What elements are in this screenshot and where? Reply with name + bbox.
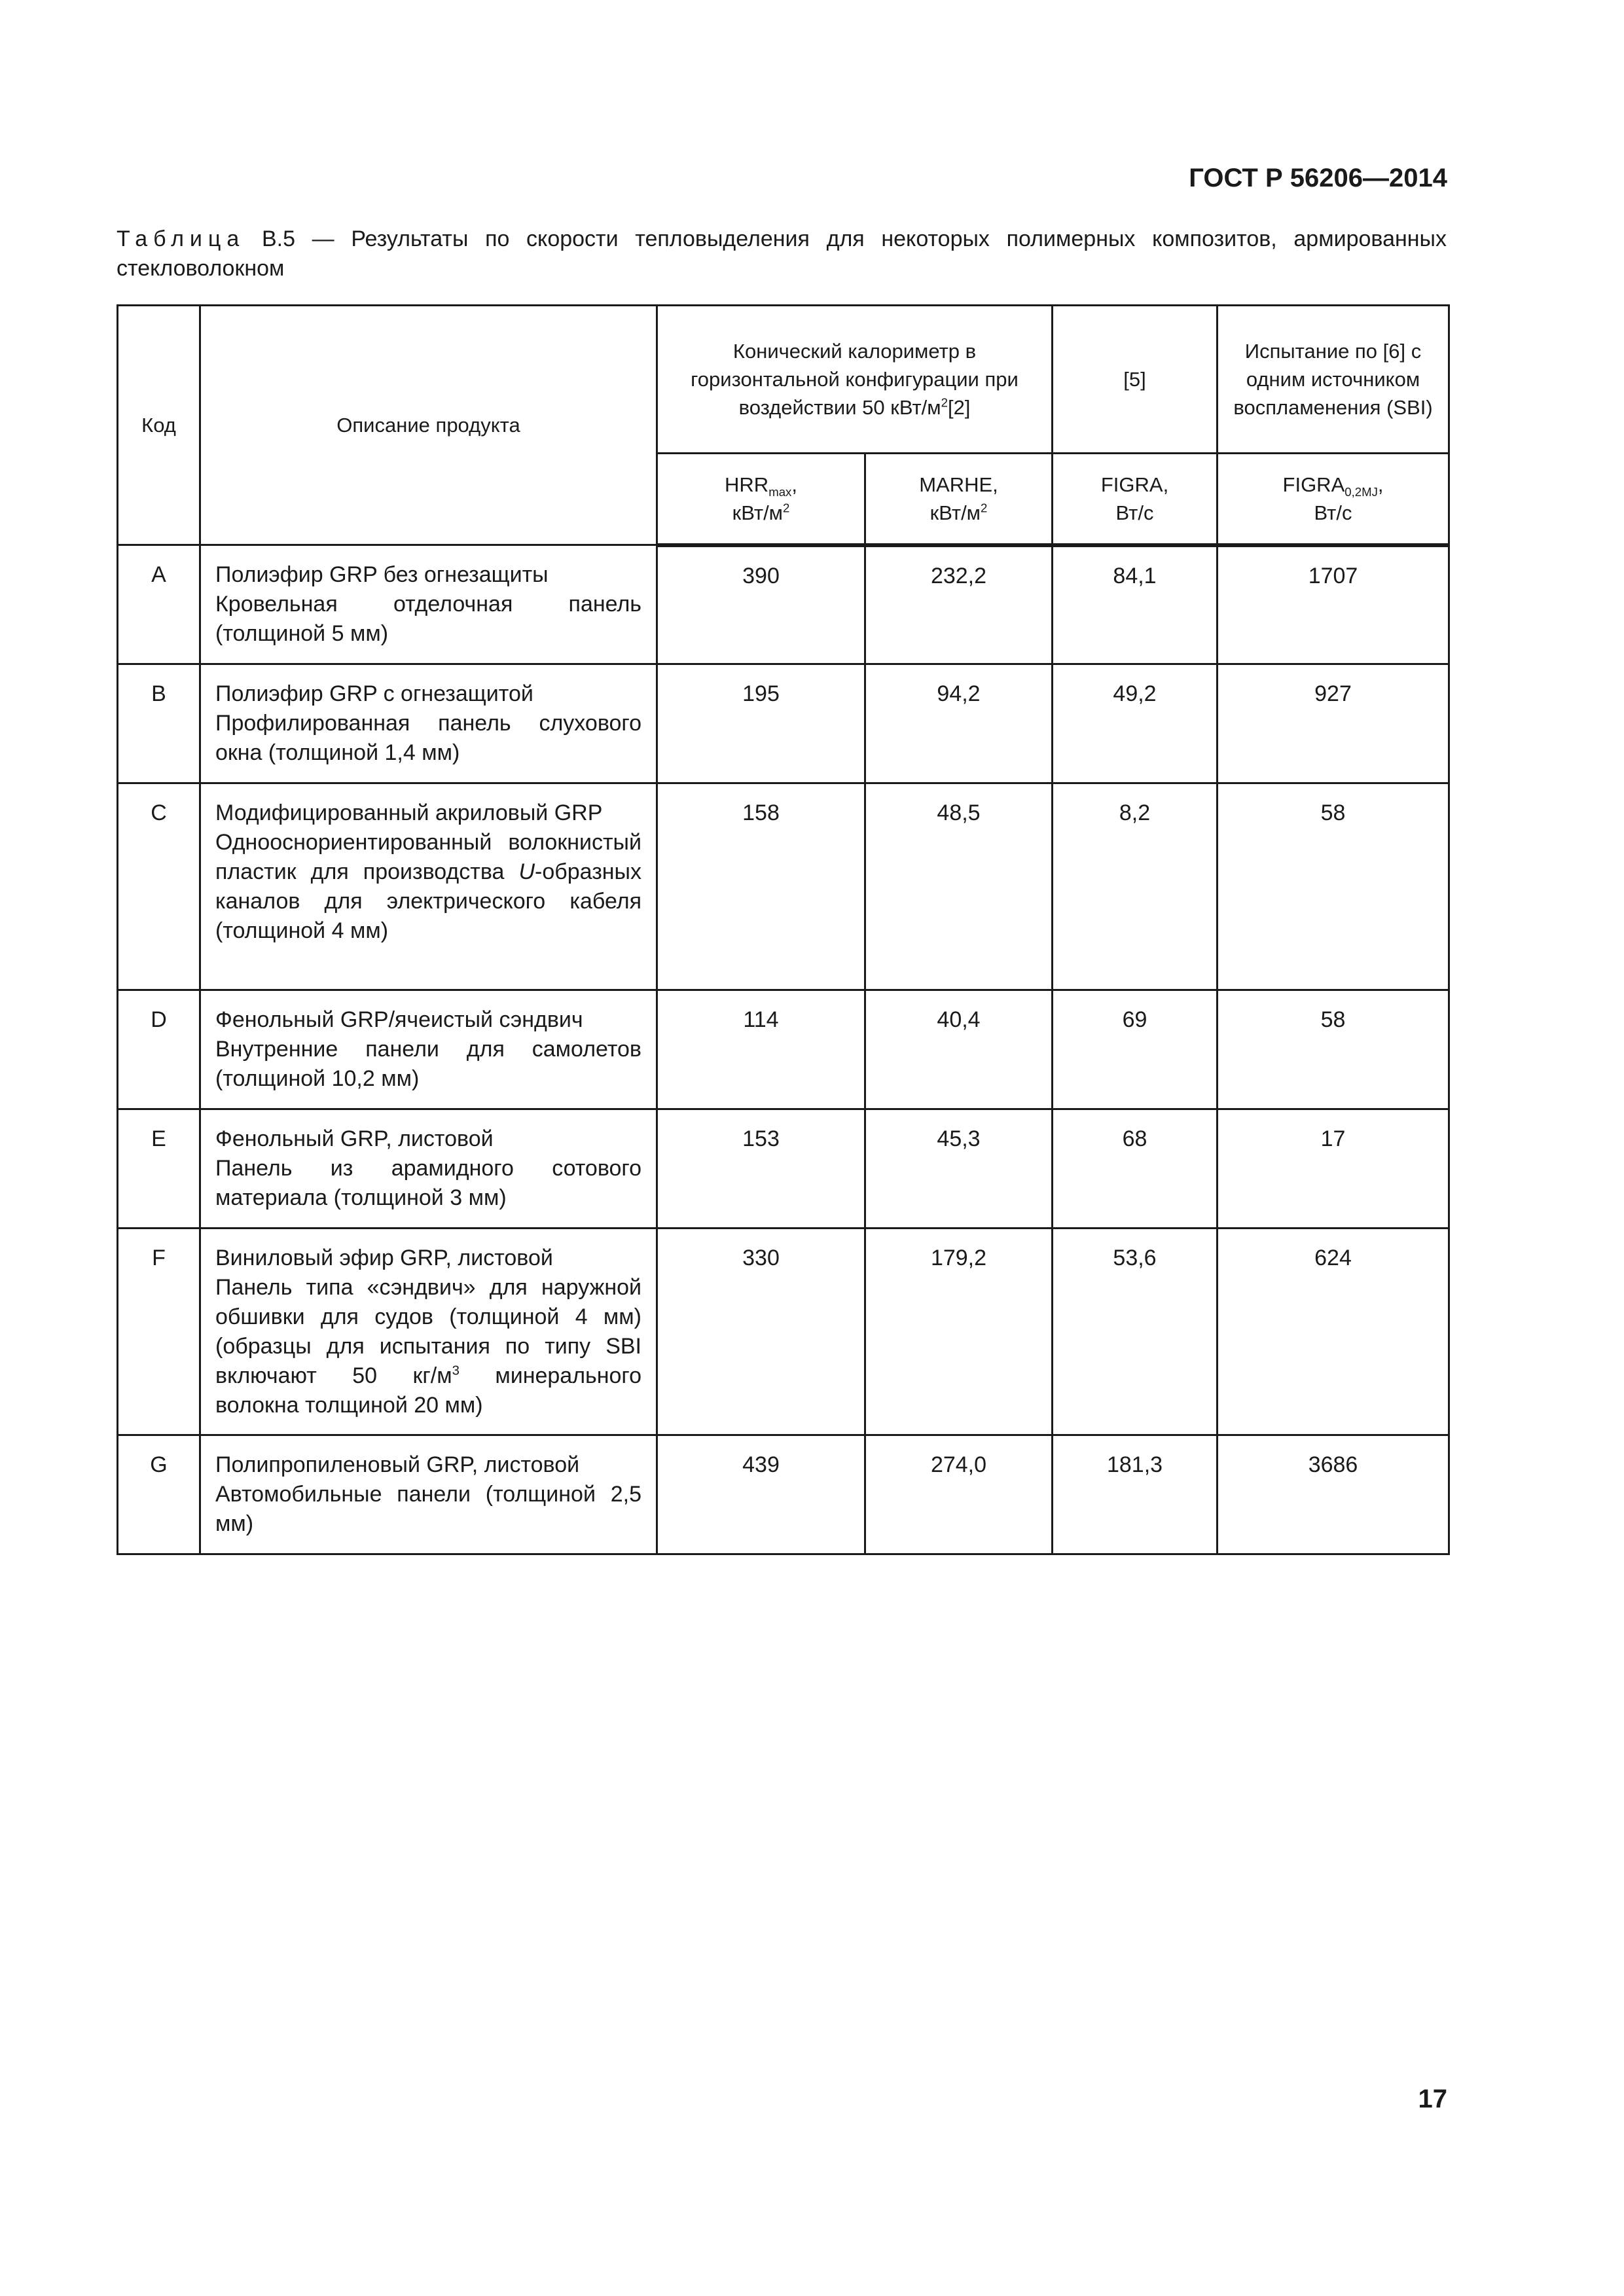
table-row <box>118 664 1449 783</box>
header-ref5: [5] <box>1053 306 1218 454</box>
row-figra: 68 <box>1053 1109 1218 1229</box>
product-name: Виниловый эфир GRP, листовой <box>215 1246 553 1270</box>
table-row <box>118 1229 1449 1435</box>
row-hrr: 158 <box>657 783 865 990</box>
row-figra: 8,2 <box>1053 783 1218 990</box>
cone-calorimeter-sup: 2 <box>941 395 948 410</box>
cone-calorimeter-ref: [2] <box>947 396 971 419</box>
hrr-comma: , <box>791 473 797 496</box>
header-code: Код <box>118 306 200 545</box>
header-row-1 <box>118 306 1449 454</box>
row-hrr: 153 <box>657 1109 865 1229</box>
row-marhe: 40,4 <box>865 990 1053 1109</box>
header-cone-calorimeter <box>657 306 1053 454</box>
header-hrr <box>657 454 865 545</box>
row-figra-sbi: 624 <box>1218 1229 1449 1435</box>
header-marhe <box>865 454 1053 545</box>
row-marhe: 45,3 <box>865 1109 1053 1229</box>
row-code: E <box>118 1109 200 1229</box>
row-hrr: 439 <box>657 1435 865 1554</box>
row-figra: 84,1 <box>1053 545 1218 664</box>
header-description: Описание продукта <box>200 306 657 545</box>
row-figra-sbi: 927 <box>1218 664 1449 783</box>
product-details: Профилированная панель слухового окна (толщиной 1,4 мм) <box>215 711 641 765</box>
product-details: Панель из арамидного сотового материала (толщиной 3 мм) <box>215 1156 641 1210</box>
row-marhe: 232,2 <box>865 545 1053 664</box>
row-figra-sbi: 1707 <box>1218 545 1449 664</box>
table-row <box>118 1109 1449 1229</box>
product-details: Кровельная отделочная панель (толщиной 5 мм) <box>215 592 641 646</box>
row-figra-sbi: 58 <box>1218 990 1449 1109</box>
row-marhe: 179,2 <box>865 1229 1053 1435</box>
row-hrr: 330 <box>657 1229 865 1435</box>
caption-text: В.5 — Результаты по скорости тепловыделения для некоторых полимерных композитов, армированных стекловолокном <box>117 226 1447 281</box>
row-description <box>200 664 657 783</box>
product-name: Фенольный GRP, листовой <box>215 1126 494 1151</box>
row-marhe: 94,2 <box>865 664 1053 783</box>
marhe-label: MARHE, <box>919 473 998 496</box>
row-marhe: 274,0 <box>865 1435 1053 1554</box>
table-row <box>118 783 1449 990</box>
hrr-unit-sup: 2 <box>783 501 790 515</box>
heat-release-table <box>117 304 1450 1555</box>
row-code: G <box>118 1435 200 1554</box>
figra-label: FIGRA, <box>1100 473 1169 496</box>
table-row <box>118 990 1449 1109</box>
row-marhe: 48,5 <box>865 783 1053 990</box>
table-row <box>118 545 1449 664</box>
hrr-label: HRR <box>725 473 769 496</box>
row-description <box>200 545 657 664</box>
marhe-unit-sup: 2 <box>981 501 988 515</box>
document-standard-number: ГОСТ Р 56206—2014 <box>1189 164 1447 192</box>
hrr-unit: кВт/м <box>732 501 783 524</box>
product-name: Полипропиленовый GRP, листовой <box>215 1452 580 1477</box>
row-description <box>200 1229 657 1435</box>
figra2-unit: Вт/с <box>1314 501 1352 524</box>
product-name: Модифицированный акриловый GRP <box>215 800 603 825</box>
figra2-sub: 0,2MJ <box>1344 484 1378 499</box>
product-details: Автомобильные панели (толщиной 2,5 мм) <box>215 1482 641 1536</box>
figra2-comma: , <box>1377 473 1384 496</box>
row-figra: 53,6 <box>1053 1229 1218 1435</box>
row-description <box>200 1435 657 1554</box>
product-name: Фенольный GRP/ячеистый сэндвич <box>215 1007 583 1032</box>
row-code: D <box>118 990 200 1109</box>
product-details-italic: U <box>518 859 535 884</box>
table-row <box>118 1435 1449 1554</box>
row-hrr: 195 <box>657 664 865 783</box>
row-figra: 181,3 <box>1053 1435 1218 1554</box>
row-code: B <box>118 664 200 783</box>
caption-label: Таблица <box>117 226 245 251</box>
header-figra-sbi <box>1218 454 1449 545</box>
product-details: Внутренние панели для самолетов (толщиной 10,2 мм) <box>215 1037 641 1091</box>
product-details: Однооснориентированный волокнистый пластик для производства <box>215 830 641 884</box>
product-details-sup: 3 <box>452 1363 460 1378</box>
marhe-unit: кВт/м <box>929 501 981 524</box>
figra2-label: FIGRA <box>1282 473 1345 496</box>
row-figra-sbi: 58 <box>1218 783 1449 990</box>
page-number: 17 <box>1418 2085 1447 2113</box>
row-figra-sbi: 3686 <box>1218 1435 1449 1554</box>
hrr-sub: max <box>768 484 792 499</box>
row-code: C <box>118 783 200 990</box>
row-description <box>200 990 657 1109</box>
product-name: Полиэфир GRP с огнезащитой <box>215 681 533 706</box>
table-caption <box>117 224 1447 283</box>
product-details-cont: -образных каналов для электрического кабеля (толщиной 4 мм) <box>215 859 641 943</box>
header-sbi: Испытание по [6] с одним источником воспламенения (SBI) <box>1218 306 1449 454</box>
row-hrr: 390 <box>657 545 865 664</box>
row-figra: 69 <box>1053 990 1218 1109</box>
product-name: Полиэфир GRP без огнезащиты <box>215 562 549 587</box>
cone-calorimeter-text: Конический калориметр в горизонтальной конфигурации при воздействии 50 кВт/м <box>691 340 1019 419</box>
row-description <box>200 1109 657 1229</box>
product-details: Панель типа «сэндвич» для наружной обшивки для судов (толщиной 4 мм) (образцы для испытания по типу SBI включают 50 кг/м <box>215 1275 641 1388</box>
figra-unit: Вт/с <box>1115 501 1154 524</box>
row-description <box>200 783 657 990</box>
row-hrr: 114 <box>657 990 865 1109</box>
row-figra-sbi: 17 <box>1218 1109 1449 1229</box>
product-details-cont: минерального волокна толщиной 20 мм) <box>215 1363 641 1418</box>
row-code: A <box>118 545 200 664</box>
header-figra <box>1053 454 1218 545</box>
row-figra: 49,2 <box>1053 664 1218 783</box>
row-code: F <box>118 1229 200 1435</box>
